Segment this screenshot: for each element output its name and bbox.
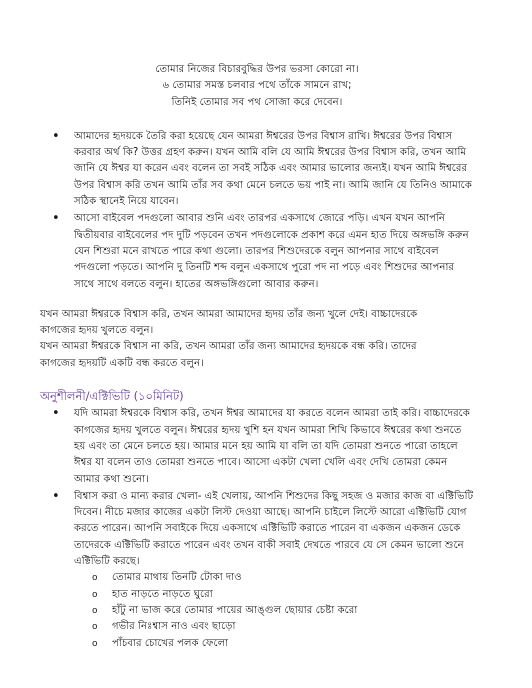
heart-paragraph — [40, 307, 474, 372]
activity-sub-list — [74, 570, 474, 651]
sub-list-item: o হাত নাড়তে নাড়তে ঘুরো — [112, 587, 474, 603]
verse-line-2: ৬ তোমার সমস্ত চলবার পথে তাঁকে সামনে রাখ; — [162, 80, 352, 92]
section-heading: অনুশীলনী/এক্টিভিটি (১০মিনিট) — [40, 389, 184, 404]
bible-verse — [40, 62, 474, 111]
paragraph-line-4: কাগজের হৃদয়টি একটি বন্ধ করতে বলুন। — [40, 357, 204, 369]
paragraph-line-3: যখন আমরা ঈশ্বরকে বিশ্বাস না করি, তখন আমরা তাঁর জন্য আমাদের হৃদয়কে বন্ধ করি। তাদের — [40, 341, 417, 353]
bullet-item: • আসো বাইবেল পদগুলো আবার শুনি এবং তারপর একসাথে জোরে পড়ি। এখন যখন আপনি দ্বিতীয়বার বাইবেলের পদ দুটি পড়বেন তখন পদগুলোকে প্রকাশ করে এমন হাত দিয়ে অঙ্গভঙ্গি করুন যেন শিশুরা মনে রাখতে পারে কথা গুলো। তারপর শিশুদেরকে বলুন আপনার সাথে বাইবেল পদগুলো পড়তে। আপনি দু তিনটি শব্দ বলুন একসাথে পুরো পদ না পড়ে এবং শিশুদের আপনার সাথে সাথে বলতে বলুন। হাতের অঙ্গভঙ্গিগুলো আবার করুন। — [74, 211, 474, 292]
bullet-item — [74, 489, 474, 652]
verse-line-3: তিনিই তোমার সব পথ সোজা করে দেবেন। — [171, 96, 343, 108]
sub-list-item: o পাঁচবার চোখের পলক ফেলো — [112, 636, 474, 652]
paragraph-line-2: কাগজের হৃদয় খুলতে বলুন। — [40, 325, 154, 337]
paragraph-line-1: যখন আমরা ঈশ্বরকে বিশ্বাস করি, তখন আমরা আমাদের হৃদয় তাঁর জন্য খুলে দেই। বাচ্চাদেরকে — [40, 308, 418, 320]
bullet-item: • আমাদের হৃদয়কে তৈরি করা হয়েছে যেন আমরা ঈশ্বরের উপর বিশ্বাস রাখি। ঈশ্বরের উপর বিশ্বাস করবার অর্থ কি? উত্তর গ্রহণ করুন। যখন আমি বলি যে আমি ঈশ্বরের উপর বিশ্বাস করি, তখন আমি জানি যে ঈশ্বর যা করেন এবং বলেন তা সবই সঠিক এবং আমার ভালোর জন্যই। যখন আমি ঈশ্বরের উপর বিশ্বাস করি তখন আমি তাঁর সব কথা মেনে চলতে ভয় পাই না। আমি জানি যে তিনিও আমাকে সঠিক স্থানেই নিয়ে যাবেন। — [74, 129, 474, 210]
teaching-bullet-list — [40, 129, 474, 293]
sub-list-item: o গভীর নিঃশ্বাস নাও এবং ছাড়ো — [112, 619, 474, 635]
bullet-item: • যদি আমরা ঈশ্বরকে বিশ্বাস করি, তখন ঈশ্বর আমাদের যা করতে বলেন আমরা তাই করি। বাচ্চাদেরকে কাগজের হৃদয় খুলতে বলুন। ঈশ্বরের হৃদয় খুশি হন যখন আমরা শিখি কিভাবে ঈশ্বরের কথা শুনতে হয় এবং তা মেনে চলতে হয়। আমার মনে হয় আমি যা বলি তা যদি তোমরা শুনতে পারো তাহলে ঈশ্বর যা বলেন তাও তোমরা শুনতে পাবে। আসো একটা খেলা খেলি এবং দেখি তোমরা কেমন আমার কথা শুনো। — [74, 406, 474, 487]
sub-list-item: o তোমার মাথায় তিনটি টোকা দাও — [112, 570, 474, 586]
activity-bullet-list — [40, 406, 474, 651]
bullet-text: বিশ্বাস করা ও মান্য করার খেলা- এই খেলায়, আপনি শিশুদের কিছু সহজ ও মজার কাজ বা এক্টিভিটি দিবেন। নীচে মজার কাজের একটা লিস্ট দেওয়া আছে। আপনি চাইলে লিস্টে আরো এক্টিভিটি যোগ করতে পারেন। আপনি সবাইকে দিয়ে একসাথে এক্টিভিটি করাতে পারেন বা একজন একজন ডেকে তাদেরকে এক্টিভিটি করাতে পারেন এবং তখন বাকী সবাই দেখতে পারবে যে সে কেমন ভালো শুনে এক্টিভিটি করছে। — [74, 490, 474, 568]
verse-line-1: তোমার নিজের বিচারবুদ্ধির উপর ভরসা কোরো না। — [155, 64, 359, 75]
sub-list-item: o হাঁটু না ভাজ করে তোমার পায়ের আঙ্গুল ছোয়ার চেষ্টা করো — [112, 603, 474, 619]
